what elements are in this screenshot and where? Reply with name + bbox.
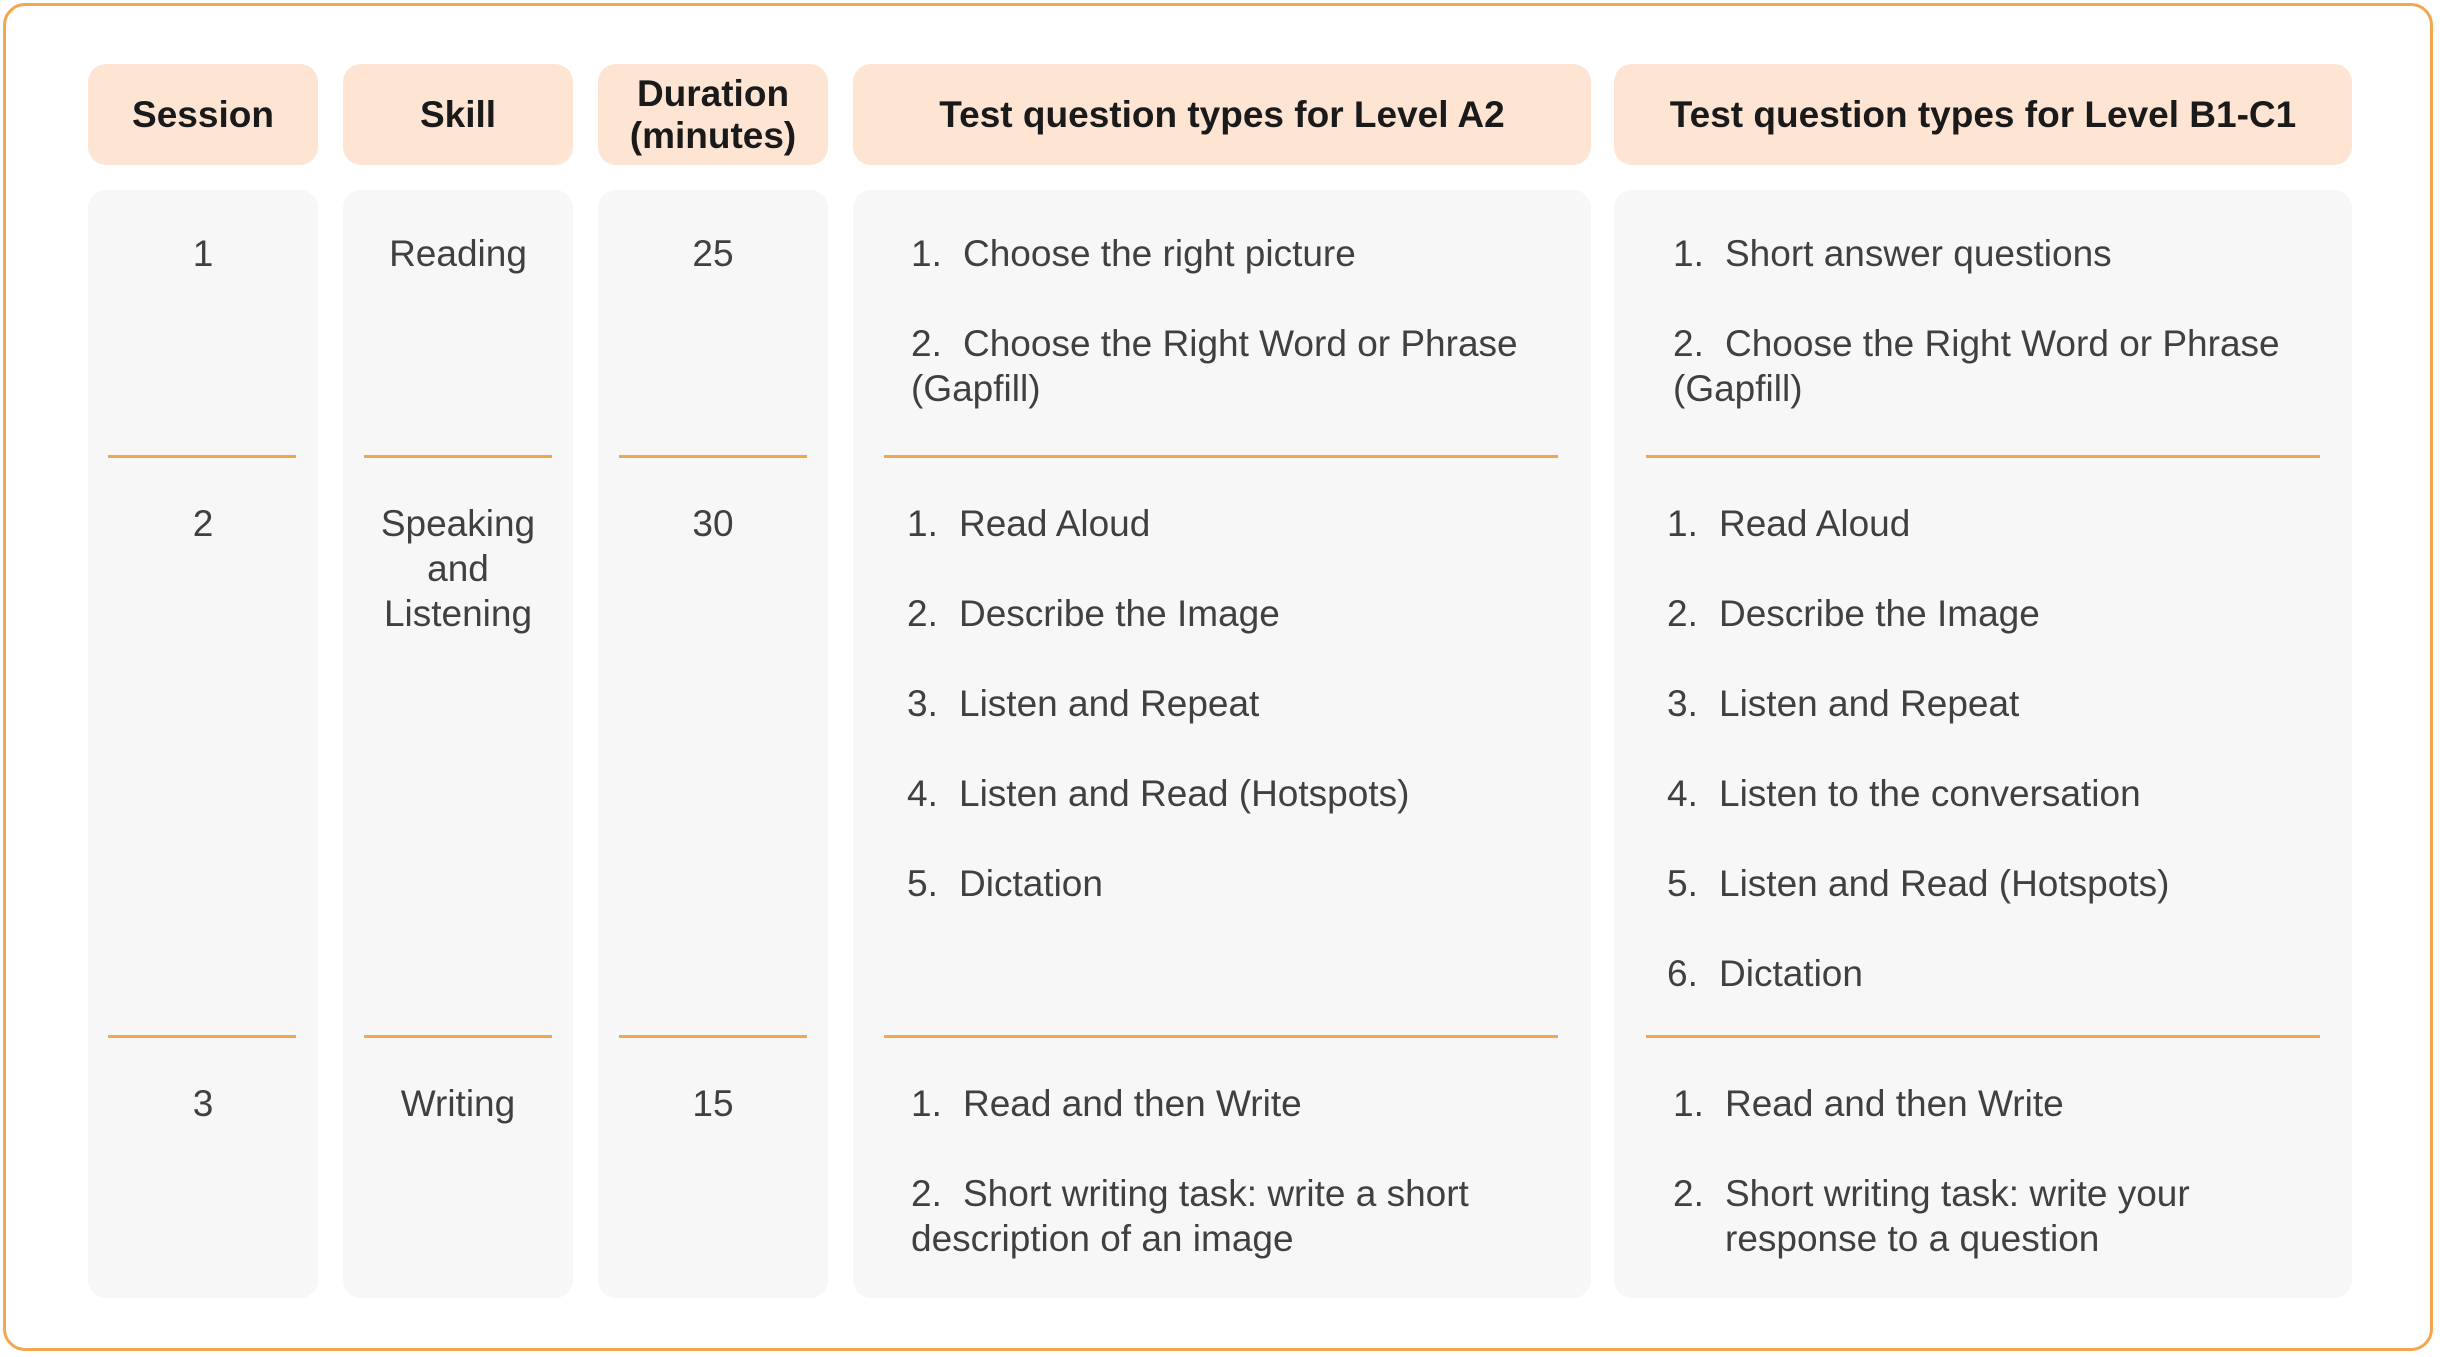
list-item: 3. Listen and Repeat [907, 683, 1260, 724]
list-item: 1. Read and then Write [911, 1083, 1302, 1124]
session-number: 3 [192, 1083, 214, 1124]
list-item: 4. Listen and Read (Hotspots) [907, 773, 1410, 814]
header-duration: Duration (minutes) [598, 64, 828, 165]
header-level-a2: Test question types for Level A2 [853, 64, 1591, 165]
header-skill: Skill [343, 64, 573, 165]
row-divider [884, 1035, 1558, 1038]
row-divider [619, 1035, 807, 1038]
row-divider [1646, 455, 2320, 458]
row-divider [884, 455, 1558, 458]
list-item: 4. Listen to the conversation [1667, 773, 2141, 814]
list-item-continuation: response to a question [1725, 1218, 2100, 1259]
list-item: 1. Read Aloud [1667, 503, 1911, 544]
list-item: 5. Dictation [907, 863, 1103, 904]
row-divider [364, 455, 552, 458]
list-item-continuation: (Gapfill) [1673, 368, 1803, 409]
list-item: 2. Short writing task: write a short [911, 1173, 1469, 1214]
row-divider [619, 455, 807, 458]
list-item: 3. Listen and Repeat [1667, 683, 2020, 724]
skill-label: Reading [389, 233, 527, 274]
list-item: 2. Choose the Right Word or Phrase [1673, 323, 2280, 364]
header-level-b1c1: Test question types for Level B1-C1 [1614, 64, 2352, 165]
column-duration [598, 190, 828, 1298]
column-session [88, 190, 318, 1298]
duration-value: 15 [692, 1083, 734, 1124]
list-item: 2. Short writing task: write your [1673, 1173, 2190, 1214]
list-item: 2. Describe the Image [1667, 593, 2040, 634]
session-number: 1 [192, 233, 214, 274]
list-item: 1. Read and then Write [1673, 1083, 2064, 1124]
duration-value: 25 [692, 233, 734, 274]
skill-label: Speaking and Listening [380, 503, 536, 634]
list-item: 1. Short answer questions [1673, 233, 2112, 274]
row-divider [1646, 1035, 2320, 1038]
row-divider [108, 1035, 296, 1038]
header-session: Session [88, 64, 318, 165]
column-skill [343, 190, 573, 1298]
list-item: 1. Read Aloud [907, 503, 1151, 544]
skill-label: Writing [400, 1083, 516, 1124]
list-item-continuation: (Gapfill) [911, 368, 1041, 409]
session-number: 2 [192, 503, 214, 544]
list-item: 6. Dictation [1667, 953, 1863, 994]
list-item: 1. Choose the right picture [911, 233, 1356, 274]
list-item-continuation: description of an image [911, 1218, 1294, 1259]
list-item: 2. Choose the Right Word or Phrase [911, 323, 1518, 364]
row-divider [108, 455, 296, 458]
row-divider [364, 1035, 552, 1038]
duration-value: 30 [692, 503, 734, 544]
list-item: 2. Describe the Image [907, 593, 1280, 634]
list-item: 5. Listen and Read (Hotspots) [1667, 863, 2170, 904]
